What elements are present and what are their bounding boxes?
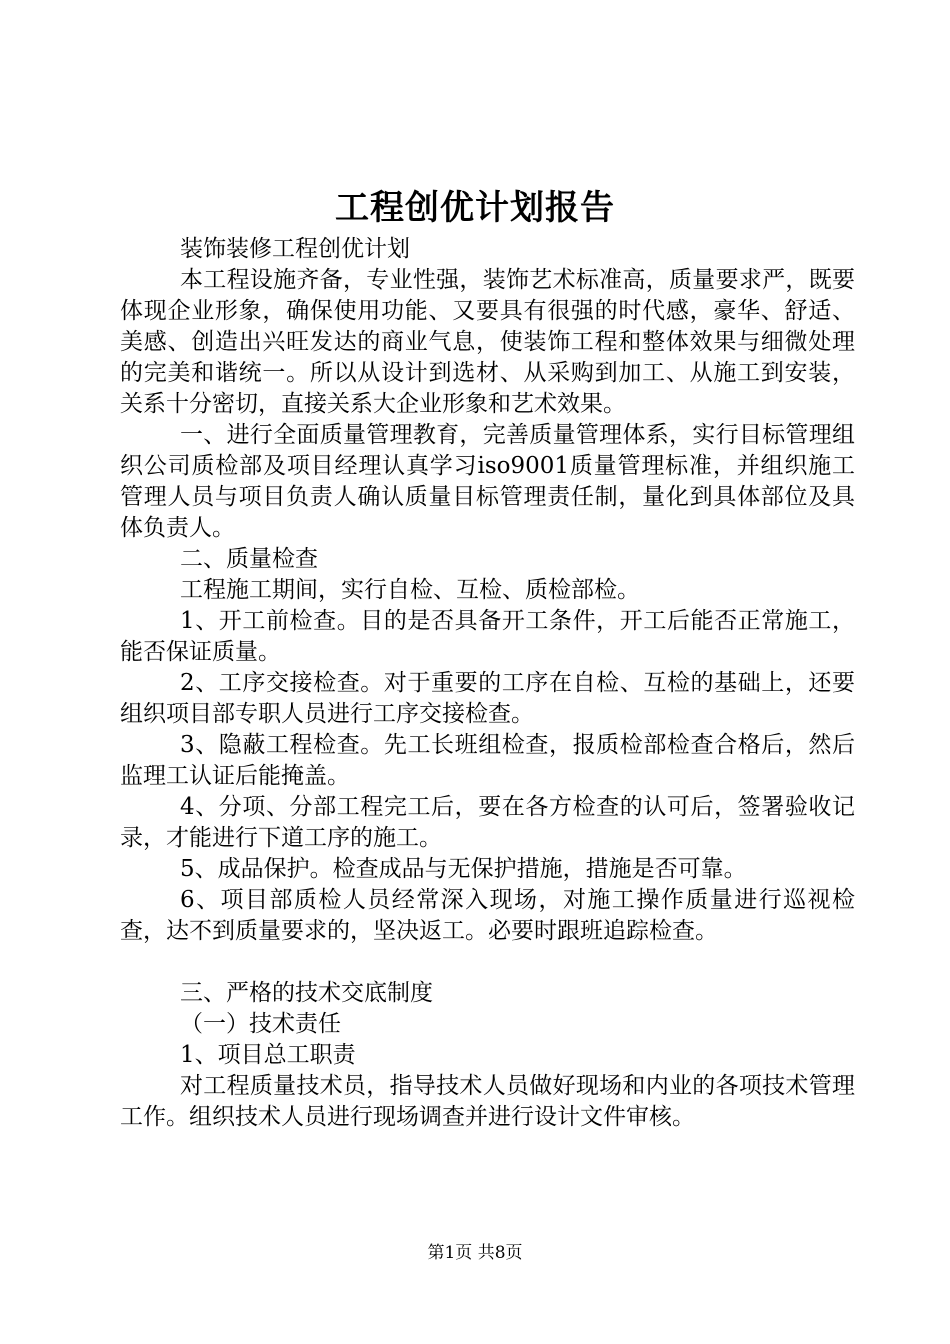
document-body: [120, 234, 855, 1133]
page-footer: 第1页 共8页: [427, 1243, 523, 1263]
technical-disclosure-heading: 三、严格的技术交底制度: [180, 980, 433, 1006]
inspection-item-6: 6、项目部质检人员经常深入现场，对施工操作质量进行巡视检查，达不到质量要求的，坚决返工。必要时跟班追踪检查。: [120, 887, 855, 944]
intro-paragraph: 本工程设施齐备，专业性强，装饰艺术标准高，质量要求严，既要体现企业形象，确保使用功能、又要具有很强的时代感，豪华、舒适、美感、创造出兴旺发达的商业气息，使装饰工程和整体效果与细微处理的完美和谐统一。所以从设计到选材、从采购到加工、从施工到安装，关系十分密切，直接关系大企业形象和艺术效果。: [120, 267, 855, 417]
chief-engineer-duties-paragraph: 对工程质量技术员，指导技术人员做好现场和内业的各项技术管理工作。组织技术人员进行现场调查并进行设计文件审核。: [120, 1073, 855, 1130]
inspection-item-4: 4、分项、分部工程完工后，要在各方检查的认可后，签署验收记录，才能进行下道工序的施工。: [120, 794, 855, 851]
inspection-item-2: 2、工序交接检查。对于重要的工序在自检、互检的基础上，还要组织项目部专职人员进行工序交接检查。: [120, 670, 855, 727]
inspection-overview-paragraph: 工程施工期间，实行自检、互检、质检部检。: [180, 577, 640, 603]
inspection-item-1: 1、开工前检查。目的是否具备开工条件，开工后能否正常施工，能否保证质量。: [120, 608, 855, 665]
technical-responsibility-heading: （一）技术责任: [180, 1011, 341, 1037]
quality-inspection-heading: 二、质量检查: [180, 546, 318, 572]
paragraph-spacer: [120, 947, 855, 978]
quality-management-paragraph: 一、进行全面质量管理教育，完善质量管理体系，实行目标管理组织公司质检部及项目经理认真学习iso9001质量管理标准，并组织施工管理人员与项目负责人确认质量目标管理责任制，量化到具体部位及具体负责人。: [120, 422, 855, 541]
chief-engineer-duties-heading: 1、项目总工职责: [180, 1042, 356, 1068]
inspection-item-5: 5、成品保护。检查成品与无保护措施，措施是否可靠。: [180, 856, 747, 882]
section-heading-decoration-plan: 装饰装修工程创优计划: [180, 236, 410, 262]
document-title: 工程创优计划报告: [335, 188, 615, 228]
inspection-item-3: 3、隐蔽工程检查。先工长班组检查，报质检部检查合格后，然后监理工认证后能掩盖。: [120, 732, 855, 789]
